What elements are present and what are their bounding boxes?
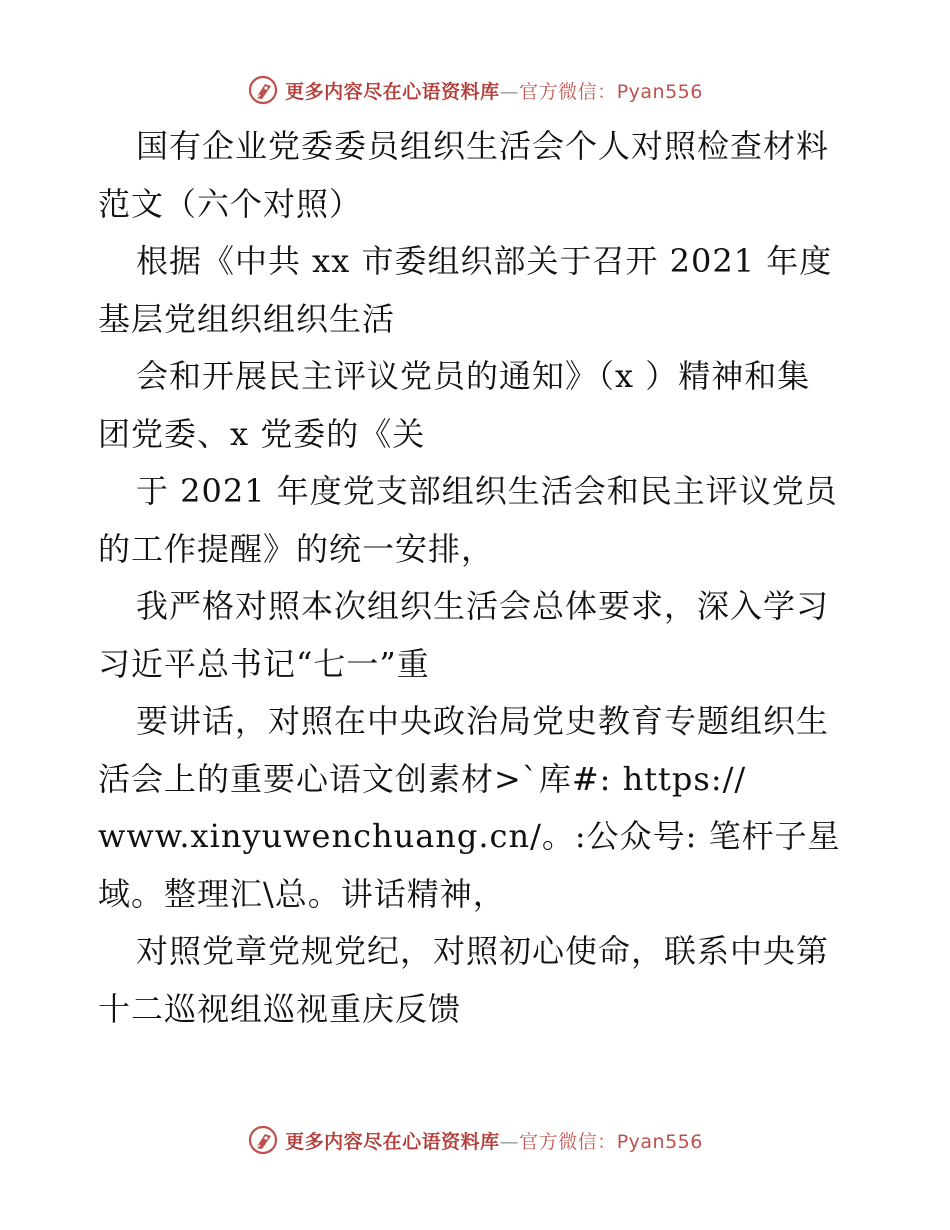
- footer-separator: —: [499, 1130, 520, 1153]
- document-line: 根据《中共 xx 市委组织部关于召开 2021 年度: [136, 242, 833, 280]
- footer-text: [285, 1127, 703, 1154]
- document-line: 会和开展民主评议党员的通知》（x ）精神和集: [136, 357, 811, 395]
- header-library-text: 更多内容尽在心语资料库: [285, 80, 500, 103]
- document-line: 我严格对照本次组织生活会总体要求，深入学习: [136, 587, 830, 625]
- header-separator: —: [499, 80, 520, 103]
- document-line: 对照党章党规党纪，对照初心使命，联系中央第: [136, 932, 830, 970]
- document-line: 于 2021 年度党支部组织生活会和民主评议党员: [136, 472, 838, 510]
- document-line: 的工作提醒》的统一安排，: [98, 529, 495, 568]
- footer-library-text: 更多内容尽在心语资料库: [285, 1130, 500, 1153]
- pen-nib-logo-icon: [247, 1124, 279, 1156]
- document-line: 习近平总书记“七一”重: [98, 644, 430, 683]
- document-line: 团党委、x 党委的《关: [98, 414, 426, 453]
- document-line: 十二巡视组巡视重庆反馈: [98, 989, 462, 1028]
- document-line: 国有企业党委委员组织生活会个人对照检查材料: [136, 127, 830, 165]
- pen-nib-logo-icon: [247, 74, 279, 106]
- document-line: 要讲话，对照在中央政治局党史教育专题组织生: [136, 702, 830, 740]
- document-line: www.xinyuwenchuang.cn/。:公众号: 笔杆子星: [98, 817, 841, 855]
- footer-banner: [0, 1120, 950, 1160]
- document-line: 域。整理汇\总。讲话精神，: [98, 874, 506, 913]
- footer-wechat-id: Pyan556: [616, 1130, 703, 1153]
- document-line: 范文（六个对照）: [98, 184, 363, 223]
- header-banner: [0, 70, 950, 110]
- header-wechat-id: Pyan556: [616, 80, 703, 103]
- document-line: 活会上的重要心语文创素材>`库#: https://: [98, 759, 747, 798]
- header-text: [285, 77, 703, 104]
- document-body: [98, 118, 858, 1038]
- document-line: 基层党组织组织生活: [98, 299, 396, 338]
- footer-wechat-label: 官方微信：: [519, 1130, 617, 1153]
- header-wechat-label: 官方微信：: [519, 80, 617, 103]
